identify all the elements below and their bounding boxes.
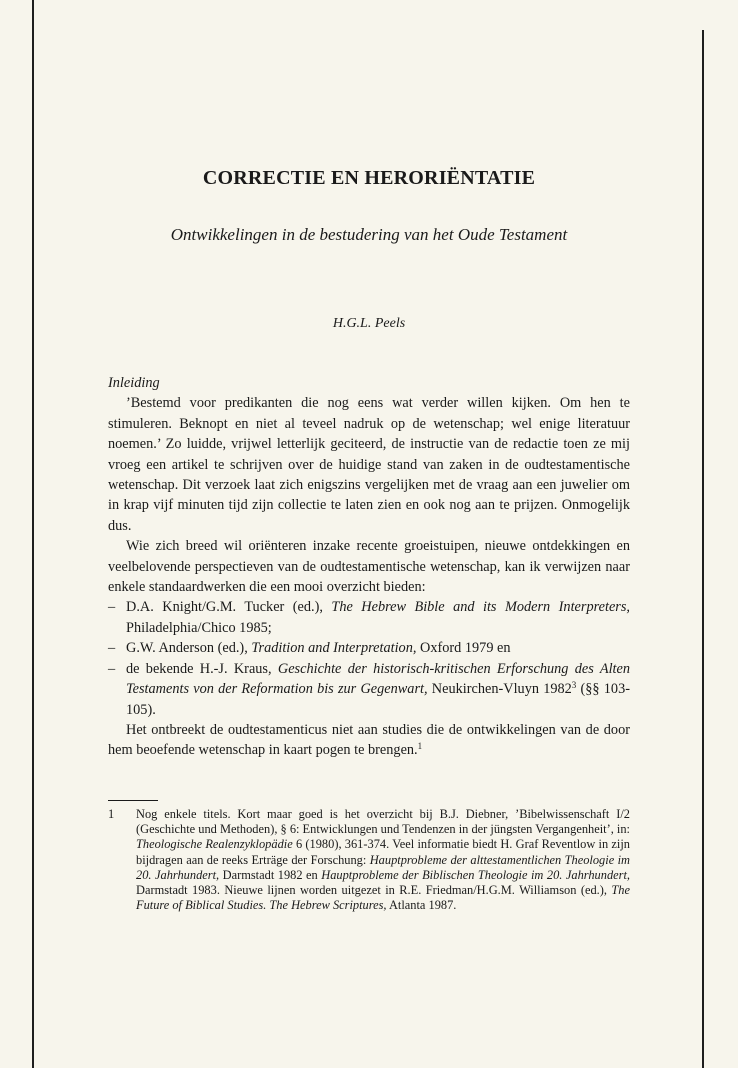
list-item-text: Philadelphia/Chico 1985;	[126, 619, 272, 636]
page-edge-right	[702, 30, 704, 1068]
footnote	[108, 807, 630, 913]
edition-superscript: 3	[571, 680, 577, 691]
list-item	[108, 659, 630, 720]
list-item-title: Geschichte der historisch-kritischen Erforschung des Alten Testaments von der Reformation bis zur Gegenwart,	[126, 660, 631, 698]
section-heading: Inleiding	[108, 375, 160, 391]
footnote-number: 1	[108, 807, 115, 821]
page-edge-left	[32, 0, 34, 1068]
reference-list	[108, 597, 630, 719]
list-item-text: Neukirchen-Vluyn 1982	[427, 681, 572, 698]
footnote-segment: Darmstadt 1983. Nieuwe lijnen worden uitgezet in R.E. Friedman/H.G.M. Williamson (ed.),	[136, 883, 612, 898]
footnote-title: Theologische Realenzyklopädie	[136, 837, 293, 852]
footnote-title: Hauptprobleme der Biblischen Theologie im 20. Jahrhundert,	[321, 867, 631, 882]
article-title: CORRECTIE EN HERORIËNTATIE	[202, 167, 536, 189]
list-item-title: Tradition and Interpretation,	[251, 640, 417, 657]
list-item	[108, 597, 630, 638]
footnote-reference[interactable]: 1	[417, 741, 423, 752]
footnote-title: Hauptprobleme der alttestamentlichen Theologie im 20. Jahrhundert,	[136, 852, 630, 882]
list-item-text: (§§ 103-105).	[126, 681, 630, 718]
list-item-text: D.A. Knight/G.M. Tucker (ed.),	[126, 599, 332, 616]
footnote-segment: Darmstadt 1982 en	[219, 867, 322, 882]
footnote-rule	[108, 800, 158, 801]
paragraph-1: ’Bestemd voor predikanten die nog eens wat verder willen kijken. Om hen te stimuleren. Beknopt en niet al teveel nadruk op de wetenschap; wel enige literatuur noemen.’ Zo luidde, vrijwel letterlijk geciteerd, de instructie van de redactie toen ze mij vroeg een artikel te schrijven over de huidige stand van zaken in de oudtestamentische wetenschap. Dit verzoek laat zich enigszins vergelijken met de vraag aan een juwelier om in krap vijf minuten tijd zijn collectie te laten zien en ook nog aan te prijzen. Onmogelijk dus.	[108, 395, 630, 534]
footnote-segment: Atlanta 1987.	[386, 898, 457, 913]
footnote-segment: Nog enkele titels. Kort maar goed is het overzicht bij B.J. Diebner, ’Bibelwissenschaft I/2 (Geschichte und Methoden), § 6: Entwicklungen und Tendenzen in der jüngsten Vergangenheit’, in:	[136, 807, 630, 837]
list-item-text: de bekende H.-J. Kraus,	[126, 660, 278, 677]
list-item-text: Oxford 1979 en	[416, 640, 511, 657]
paragraph-2: Wie zich breed wil oriënteren inzake recente groeistuipen, nieuwe ontdekkingen en veelbelovende perspectieven van de oudtestamentische wetenschap, kan ik verwijzen naar enkele standaardwerken die een mooi overzicht bieden:	[108, 538, 630, 596]
paragraph-3-text: Het ontbreekt de oudtestamenticus niet aan studies die de ontwikkelingen van de door hem beoefende wetenschap in kaart pogen te brengen.	[108, 721, 630, 759]
footnote-text	[136, 807, 630, 913]
footnote-title: The Future of Biblical Studies. The Hebrew Scriptures,	[136, 883, 630, 913]
article-subtitle: Ontwikkelingen in de bestudering van het Oude Testament	[170, 225, 568, 244]
list-item	[108, 638, 630, 658]
article-author: H.G.L. Peels	[332, 316, 406, 331]
body-text	[108, 373, 630, 761]
footnote-segment: 6 (1980), 361-374. Veel informatie biedt H. Graf Reventlow in zijn bijdragen aan de reeks Erträge der Forschung:	[136, 837, 630, 867]
list-item-text: G.W. Anderson (ed.),	[126, 640, 252, 657]
list-item-title: The Hebrew Bible and its Modern Interpreters,	[331, 599, 630, 616]
paragraph-3	[108, 720, 630, 761]
